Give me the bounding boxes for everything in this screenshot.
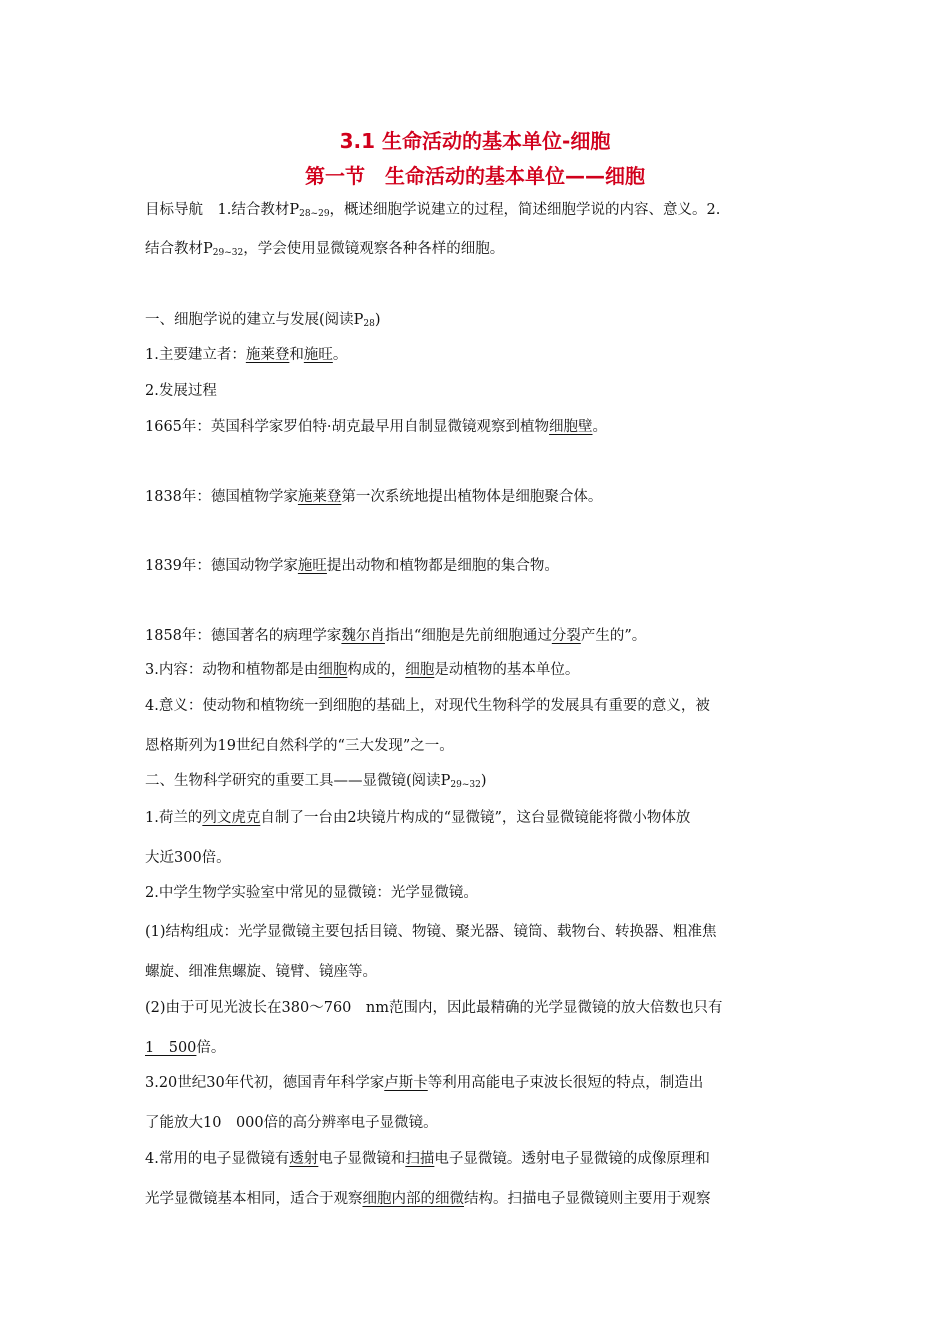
- page-subscript: 29~32: [212, 248, 244, 258]
- text: 和: [289, 347, 304, 363]
- answer-blank: 透射: [289, 1151, 319, 1167]
- text: 电子显微镜。透射电子显微镜的成像原理和: [434, 1151, 710, 1167]
- text: 结合教材P: [145, 241, 213, 257]
- paragraph-wavelength-2: [145, 1038, 225, 1058]
- text: 结构。扫描电子显微镜则主要用于观察: [464, 1191, 711, 1207]
- text: 光学显微镜基本相同，适合于观察: [145, 1191, 363, 1207]
- text: 二、生物科学研究的重要工具——显微镜(阅读P: [145, 773, 451, 789]
- answer-blank: 卢斯卡: [384, 1075, 428, 1091]
- timeline-1665: [145, 417, 607, 437]
- goal-line-1: [145, 200, 720, 224]
- text: 。: [592, 419, 608, 435]
- answer-blank: 分裂: [551, 628, 581, 644]
- text: (1)结构组成：光学显微镜主要包括目镜、物镜、聚光器、镜筒、载物台、转换器、粗准焦: [145, 924, 717, 940]
- text: 第一次系统地提出植物体是细胞聚合体。: [341, 489, 603, 505]
- text: ): [374, 312, 381, 328]
- text: (2)由于可见光波长在380～760 nm范围内，因此最精确的光学显微镜的放大倍数也只有: [145, 1000, 723, 1016]
- text: 2.中学生物学实验室中常见的显微镜：光学显微镜。: [145, 885, 478, 901]
- paragraph-structure-1: [145, 922, 717, 942]
- answer-blank: 1 500: [145, 1040, 197, 1056]
- answer-blank: 魏尔肖: [341, 628, 385, 644]
- section-heading-1: [145, 310, 381, 334]
- text: 指出“细胞是先前细胞通过: [384, 628, 552, 644]
- text: 了能放大10 000倍的高分辨率电子显微镜。: [145, 1115, 438, 1131]
- paragraph-ruska-1: [145, 1073, 703, 1093]
- section-heading-2: [145, 771, 487, 795]
- answer-blank: 列文虎克: [202, 810, 261, 826]
- text: 4.常用的电子显微镜有: [145, 1151, 290, 1167]
- text: 1838年：德国植物学家: [145, 489, 298, 505]
- text: ，学会使用显微镜观察各种各样的细胞。: [243, 241, 505, 257]
- paragraph-wavelength-1: [145, 998, 722, 1018]
- timeline-1858: [145, 626, 646, 646]
- paragraph-leeuwenhoek-2: [145, 848, 231, 868]
- answer-blank: 细胞内部的细微: [362, 1191, 464, 1207]
- answer-blank: 施旺: [297, 558, 327, 574]
- paragraph-significance-1: [145, 696, 710, 716]
- paragraph-founders: [145, 345, 347, 365]
- text: 自制了一台由2块镜片构成的“显微镜”，这台显微镜能将微小物体放: [260, 810, 691, 826]
- page-subscript: 28~29: [299, 209, 330, 219]
- paragraph-electron-microscope-1: [145, 1149, 710, 1169]
- text: 等利用高能电子束波长很短的特点，制造出: [427, 1075, 704, 1091]
- paragraph-optical-microscope: [145, 883, 478, 903]
- text: 目标导航 1.结合教材P: [145, 202, 300, 218]
- answer-blank: 施莱登: [297, 489, 342, 505]
- answer-blank: 施莱登: [245, 347, 290, 363]
- main-title: 3.1 生命活动的基本单位-细胞: [339, 129, 611, 153]
- text: 1839年：德国动物学家: [145, 558, 298, 574]
- text: 3.20世纪30年代初，德国青年科学家: [145, 1075, 385, 1091]
- timeline-1839: [145, 556, 559, 576]
- text: ): [480, 773, 487, 789]
- answer-blank: 细胞壁: [549, 419, 593, 435]
- text: ，概述细胞学说建立的过程，简述细胞学说的内容、意义。2.: [329, 202, 721, 218]
- text: 2.发展过程: [145, 383, 217, 399]
- paragraph-leeuwenhoek-1: [145, 808, 690, 828]
- paragraph-ruska-2: [145, 1113, 438, 1133]
- paragraph-process-heading: [145, 381, 217, 401]
- text: 1665年：英国科学家罗伯特·胡克最早用自制显微镜观察到植物: [145, 419, 550, 435]
- text: 构成的，: [347, 662, 406, 678]
- text: 螺旋、细准焦螺旋、镜臂、镜座等。: [145, 964, 377, 980]
- paragraph-significance-2: [145, 736, 454, 756]
- paragraph-electron-microscope-2: [145, 1189, 711, 1209]
- text: 倍。: [196, 1040, 226, 1056]
- paragraph-structure-2: [145, 962, 377, 982]
- text: 4.意义：使动物和植物统一到细胞的基础上，对现代生物科学的发展具有重要的意义，被: [145, 698, 710, 714]
- answer-blank: 细胞: [318, 662, 348, 678]
- text: 提出动物和植物都是细胞的集合物。: [326, 558, 559, 574]
- text: 电子显微镜和: [318, 1151, 406, 1167]
- paragraph-content: [145, 660, 579, 680]
- text: 是动植物的基本单位。: [434, 662, 580, 678]
- answer-blank: 施旺: [303, 347, 333, 363]
- text: 一、细胞学说的建立与发展(阅读P: [145, 312, 364, 328]
- answer-blank: 扫描: [405, 1151, 435, 1167]
- section-title: 第一节 生命活动的基本单位——细胞: [305, 164, 645, 188]
- text: 大近300倍。: [145, 850, 231, 866]
- text: 。: [332, 347, 348, 363]
- text: 1.主要建立者：: [145, 347, 246, 363]
- text: 3.内容：动物和植物都是由: [145, 662, 319, 678]
- text: 恩格斯列为19世纪自然科学的“三大发现”之一。: [145, 738, 454, 754]
- goal-line-2: [145, 239, 504, 263]
- text: 1858年：德国著名的病理学家: [145, 628, 342, 644]
- timeline-1838: [145, 487, 602, 507]
- answer-blank: 细胞: [405, 662, 435, 678]
- text: 1.荷兰的: [145, 810, 203, 826]
- page-subscript: 29~32: [450, 780, 481, 790]
- text: 产生的”。: [580, 628, 647, 644]
- page-subscript: 28: [363, 319, 375, 329]
